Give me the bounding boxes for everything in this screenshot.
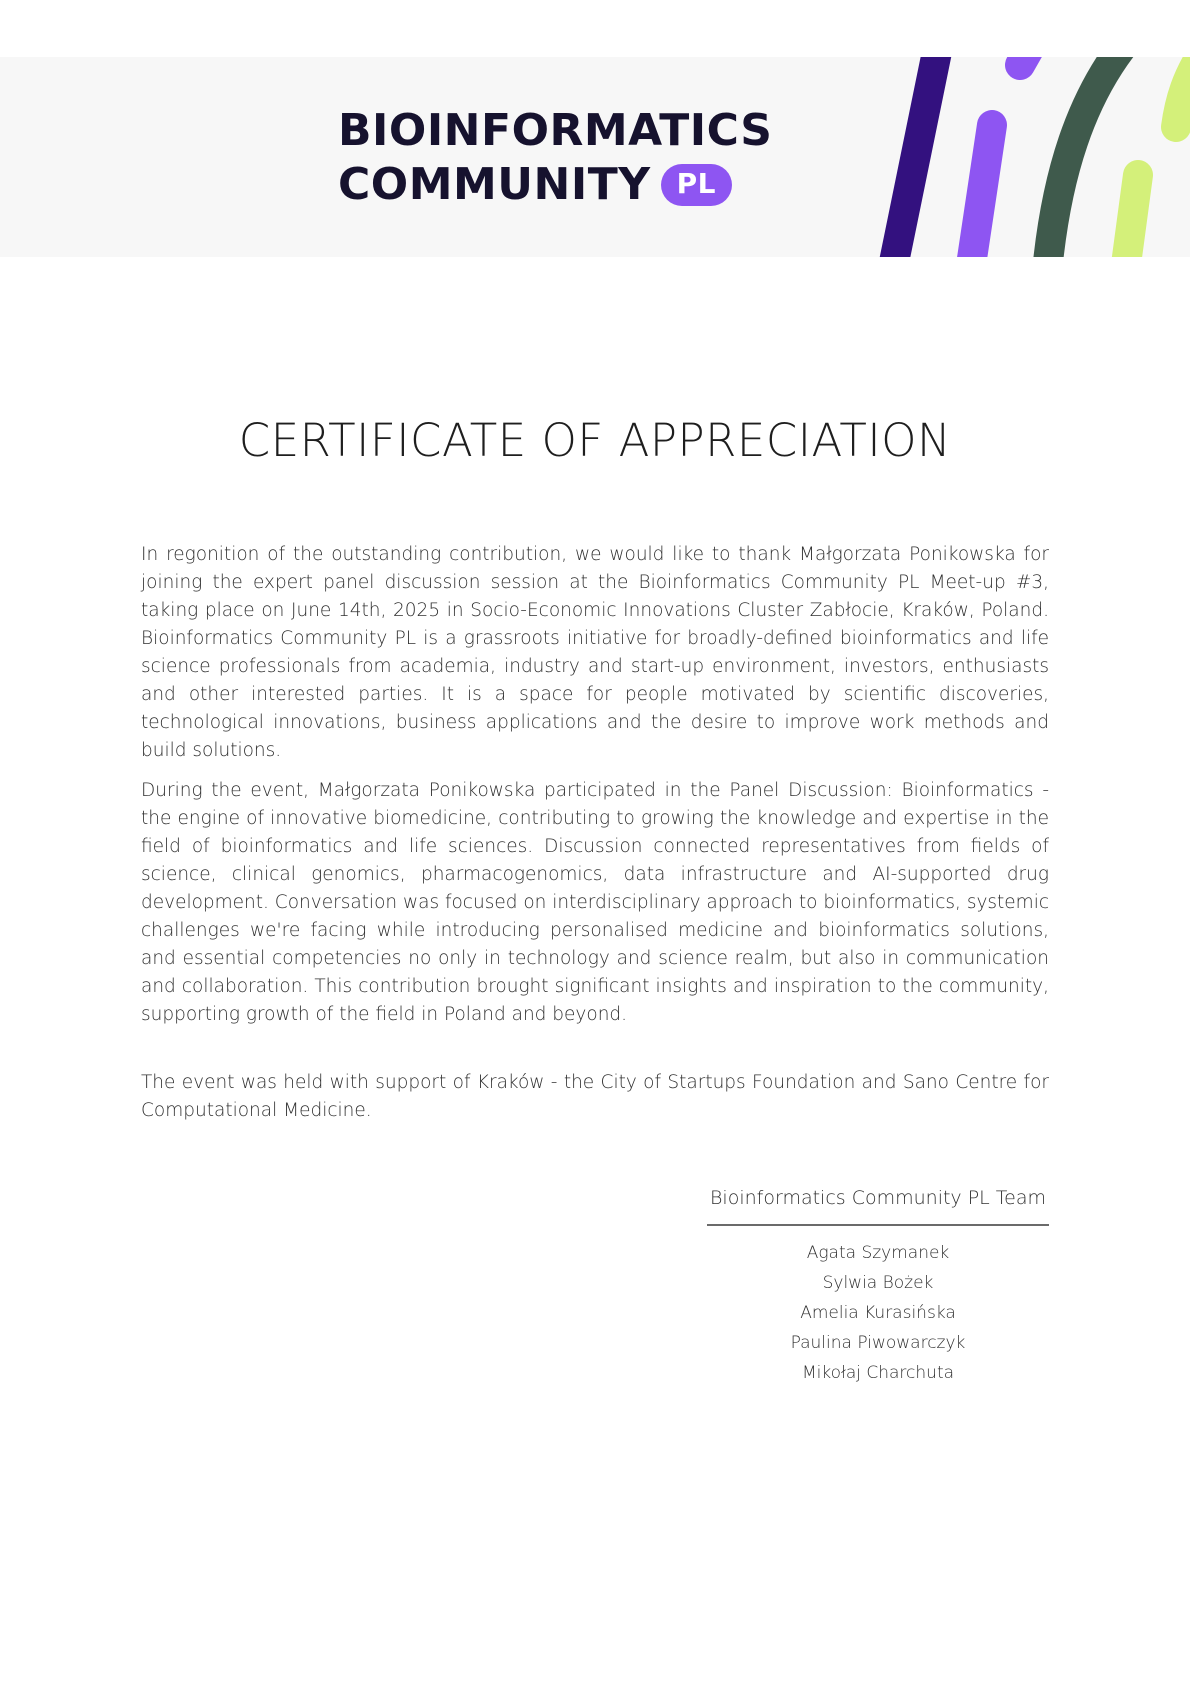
team-member: Mikołaj Charchuta bbox=[801, 1363, 955, 1383]
team-name: Bioinformatics Community PL Team bbox=[707, 1180, 1049, 1226]
team-member: Sylwia Bożek bbox=[822, 1273, 934, 1293]
stripe-purple-arc bbox=[970, 125, 992, 257]
stripe-lime-top bbox=[1176, 57, 1190, 127]
paragraph-event-participation: During the event, Małgorzata Ponikowska participated in the Panel Discussion: Bioinformatics - the engine of innovative biomedicine, contributing to growing the knowledge and expertise in the field of bioinformatics and life sciences. Discussion connected representatives from fields of science, clinical genomics, pharmacogenomics, data infrastructure and AI-supported drug development. Conversation was focused on interdisciplinary approach to bioinformatics, systemic challenges we're facing while introducing personalised medicine and bioinformatics solutions, and essential competencies no only in technology and science realm, but also in communication and collaboration. This contribution brought significant insights and inspiration to the community, supporting growth of the field in Poland and beyond. bbox=[141, 780, 1050, 1025]
team-members-list bbox=[707, 1238, 1049, 1388]
team-member: Agata Szymanek bbox=[806, 1243, 950, 1263]
header-band bbox=[0, 57, 1190, 257]
logo-line-bioinformatics: BIOINFORMATICS bbox=[338, 105, 773, 156]
logo-line-community bbox=[338, 158, 772, 212]
certificate-title: CERTIFICATE OF APPRECIATION bbox=[238, 414, 952, 468]
logo-pl-badge: PL bbox=[661, 164, 732, 206]
stripe-lime-arc bbox=[1125, 175, 1138, 257]
paragraph-recognition: In regonition of the outstanding contribution, we would like to thank Małgorzata Ponikowska for joining the expert panel discussion session at the Bioinformatics Community PL Meet-up #3, taking place on June 14th, 2025 in Socio-Economic Innovations Cluster Zabłocie, Kraków, Poland. Bioinformatics Community PL is a grassroots initiative for broadly-defined bioinformatics and life science professionals from academia, industry and start-up environment, investors, enthusiasts and other interested parties. It is a space for people motivated by scientific discoveries, technological innovations, business applications and the desire to improve work methods and build solutions. bbox=[141, 544, 1049, 761]
signature-block bbox=[707, 1180, 1049, 1388]
team-member: Amelia Kurasińska bbox=[800, 1303, 956, 1323]
team-member: Paulina Piwowarczyk bbox=[790, 1333, 966, 1353]
stripe-dark-purple bbox=[892, 57, 940, 257]
community-logo bbox=[338, 104, 772, 212]
paragraph-event-support: The event was held with support of Kraków - the City of Startups Foundation and Sano Centre for Computational Medicine. bbox=[141, 1072, 1049, 1121]
logo-community-text: COMMUNITY bbox=[338, 159, 651, 210]
stripe-purple-dash bbox=[1020, 57, 1036, 65]
decorative-stripes-graphic bbox=[870, 57, 1190, 257]
